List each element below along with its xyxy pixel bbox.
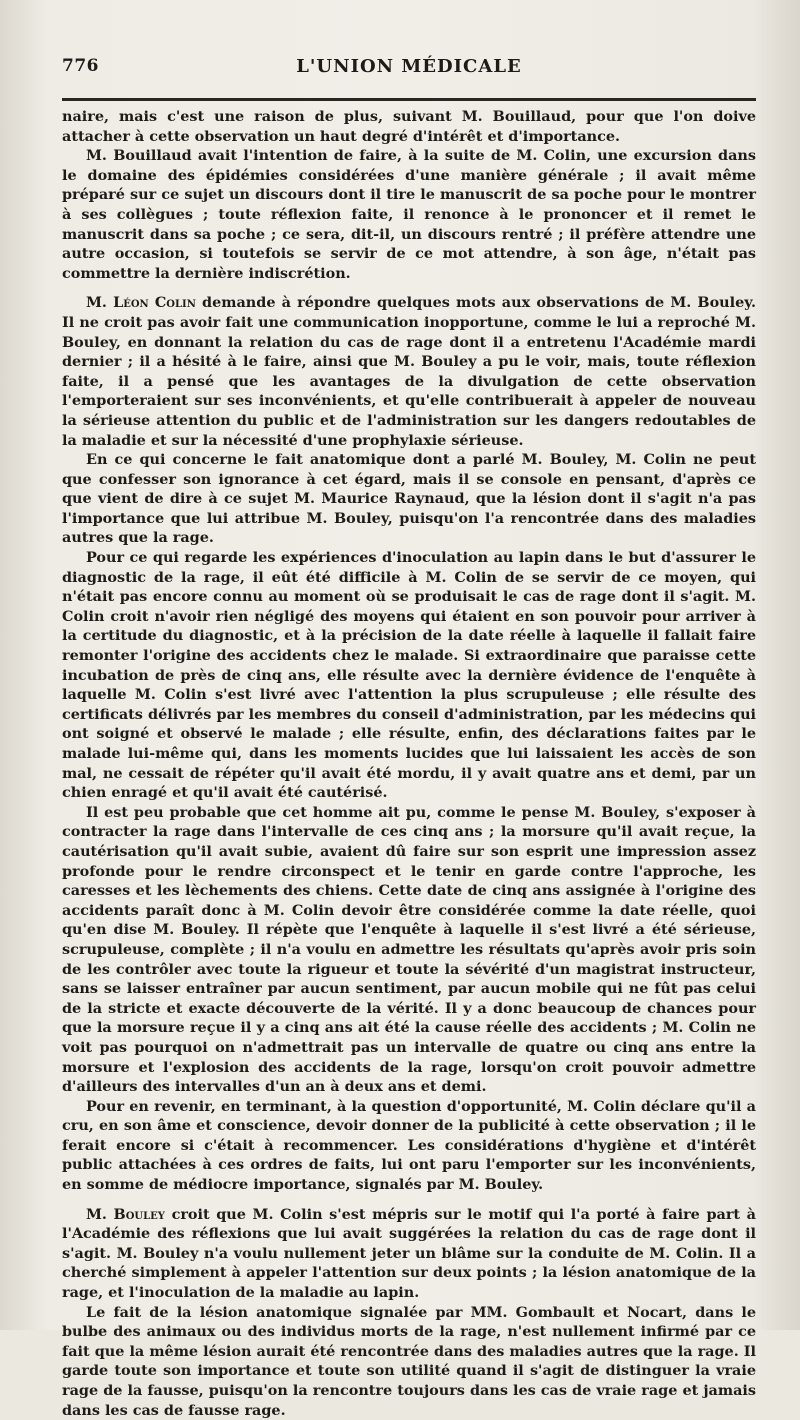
paragraph: M. Bouillaud avait l'intention de faire, à la suite de M. Colin, une excursion dans le domaine des épidémies considérées d'une manière générale ; il avait même préparé sur ce sujet un discours dont il tire le manuscrit de sa poche pour le montrer à ses collègues ; toute réflexion faite, il renonce à le prononcer et il remet le manuscrit dans sa poche ; ce sera, dit-il, un discours rentré ; il préfère attendre une autre occasion, si toutefois se servir de ce mot attendre, à son âge, n'était pas commettre la dernière indiscrétion. bbox=[62, 147, 756, 282]
paragraph: Le fait de la lésion anatomique signalée par MM. Gombault et Nocart, dans le bulbe des animaux ou des individus morts de la rage, n'est nullement infirmé par ce fait que la même lésion aurait été rencontrée dans des maladies autres que la rage. Il garde toute son importance et toute son utilité quand il s'agit de distinguer la vraie rage de la fausse, puisqu'on la rencontre toujours dans les cas de vraie rage et jamais dans les cas de fausse rage. bbox=[62, 1303, 756, 1419]
page-header bbox=[62, 56, 756, 90]
header-rule bbox=[62, 98, 756, 101]
speaker-name: M. Léon Colin bbox=[86, 294, 196, 312]
paragraph-text: demande à répondre quelques mots aux observations de M. Bouley. Il ne croit pas avoir fait une communication inopportune, comme le lui a reproché M. Bouley, en donnant la relation du cas de rage dont il a entretenu l'Académie mardi dernier ; il a hésité à le faire, ainsi que M. Bouley a pu le voir, mais, toute réflexion faite, il a pensé que les avantages de la divulgation de cette observation l'emporteraient sur ses inconvénients, et qu'elle contribuerait à appeler de nouveau la sérieuse attention du public et de l'administration sur les dangers redoutables de la maladie et sur la nécessité d'une prophylaxie sérieuse. bbox=[62, 294, 756, 449]
running-title: L'UNION MÉDICALE bbox=[296, 56, 522, 77]
paragraph-speaker bbox=[62, 1205, 756, 1303]
paragraph-text: croit que M. Colin s'est mépris sur le motif qui l'a porté à faire part à l'Académie des réflexions que lui avait suggérées la relation du cas de rage dont il s'agit. M. Bouley n'a voulu nullement jeter un blâme sur la conduite de M. Colin. Il a cherché simplement à appeler l'attention sur deux points ; la lésion anatomique de la rage, et l'inoculation de la maladie au lapin. bbox=[62, 1205, 756, 1302]
page-number: 776 bbox=[62, 56, 99, 76]
paragraph: Pour en revenir, en terminant, à la question d'opportunité, M. Colin déclare qu'il a cru, en son âme et conscience, devoir donner de la publicité à cette observation ; il le ferait encore si c'était à recommencer. Les considérations d'hygiène et d'intérêt public attachées à ces ordres de faits, lui ont paru l'emporter sur les inconvénients, en somme de médiocre importance, signalés par M. Bouley. bbox=[62, 1097, 756, 1194]
speaker-name: M. Bouley bbox=[86, 1205, 165, 1223]
paragraph-speaker bbox=[62, 293, 756, 450]
paragraph: Il est peu probable que cet homme ait pu, comme le pense M. Bouley, s'exposer à contracter la rage dans l'intervalle de ces cinq ans ; la morsure qu'il avait reçue, la cautérisation qu'il avait subie, avaient dû faire sur son esprit une impression assez profonde pour le rendre circonspect et le tenir en garde contre l'approche, les caresses et les lèchements des chiens. Cette date de cinq ans assignée à l'origine des accidents paraît donc à M. Colin devoir être considérée comme la date réelle, quoi qu'en dise M. Bouley. Il répète que l'enquête à laquelle il s'est livré a été sérieuse, scrupuleuse, complète ; il n'a voulu en admettre les résultats qu'après avoir pris soin de les contrôler avec toute la rigueur et toute la sévérité d'un magistrat instructeur, sans se laisser entraîner par aucun sentiment, par aucun mobile qui ne fût pas celui de la stricte et exacte découverte de la vérité. Il y a donc beaucoup de chances pour que la morsure reçue il y a cinq ans ait été la cause réelle des accidents ; M. Colin ne voit pas pourquoi on n'admettrait pas un intervalle de quatre ou cinq ans entre la morsure et l'explosion des accidents de la rage, lorsqu'on croit pouvoir admettre d'ailleurs des intervalles d'un an à deux ans et demi. bbox=[62, 803, 756, 1096]
paragraph: En ce qui concerne le fait anatomique dont a parlé M. Bouley, M. Colin ne peut que confesser son ignorance à cet égard, mais il se console en pensant, d'après ce que vient de dire à ce sujet M. Maurice Raynaud, que la lésion dont il s'agit n'a pas l'importance que lui attribue M. Bouley, puisqu'on l'a rencontrée dans des maladies autres que la rage. bbox=[62, 451, 756, 547]
body-text bbox=[62, 107, 756, 1420]
paragraph: naire, mais c'est une raison de plus, suivant M. Bouillaud, pour que l'on doive attacher à cette observation un haut degré d'intérêt et d'importance. bbox=[62, 108, 756, 145]
paragraph: Pour ce qui regarde les expériences d'inoculation au lapin dans le but d'assurer le diagnostic de la rage, il eût été difficile à M. Colin de se servir de ce moyen, qui n'était pas encore connu au moment où se produisait le cas de rage dont il s'agit. M. Colin croit n'avoir rien négligé des moyens qui étaient en son pouvoir pour arriver à la certitude du diagnostic, et à la précision de la date réelle à laquelle il fallait faire remonter l'origine des accidents chez le malade. Si extraordinaire que paraisse cette incubation de près de cinq ans, elle résulte avec la dernière évidence de l'enquête à laquelle M. Colin s'est livré avec l'attention la plus scrupuleuse ; elle résulte des certificats délivrés par les membres du conseil d'administration, par les médecins qui ont soigné et observé le malade ; elle résulte, enfin, des déclarations faites par le malade lui-même qui, dans les moments lucides que lui laissaient les accès de son mal, ne cessait de répéter qu'il avait été mordu, il y avait quatre ans et demi, par un chien enragé et qu'il avait été cautérisé. bbox=[62, 549, 756, 802]
